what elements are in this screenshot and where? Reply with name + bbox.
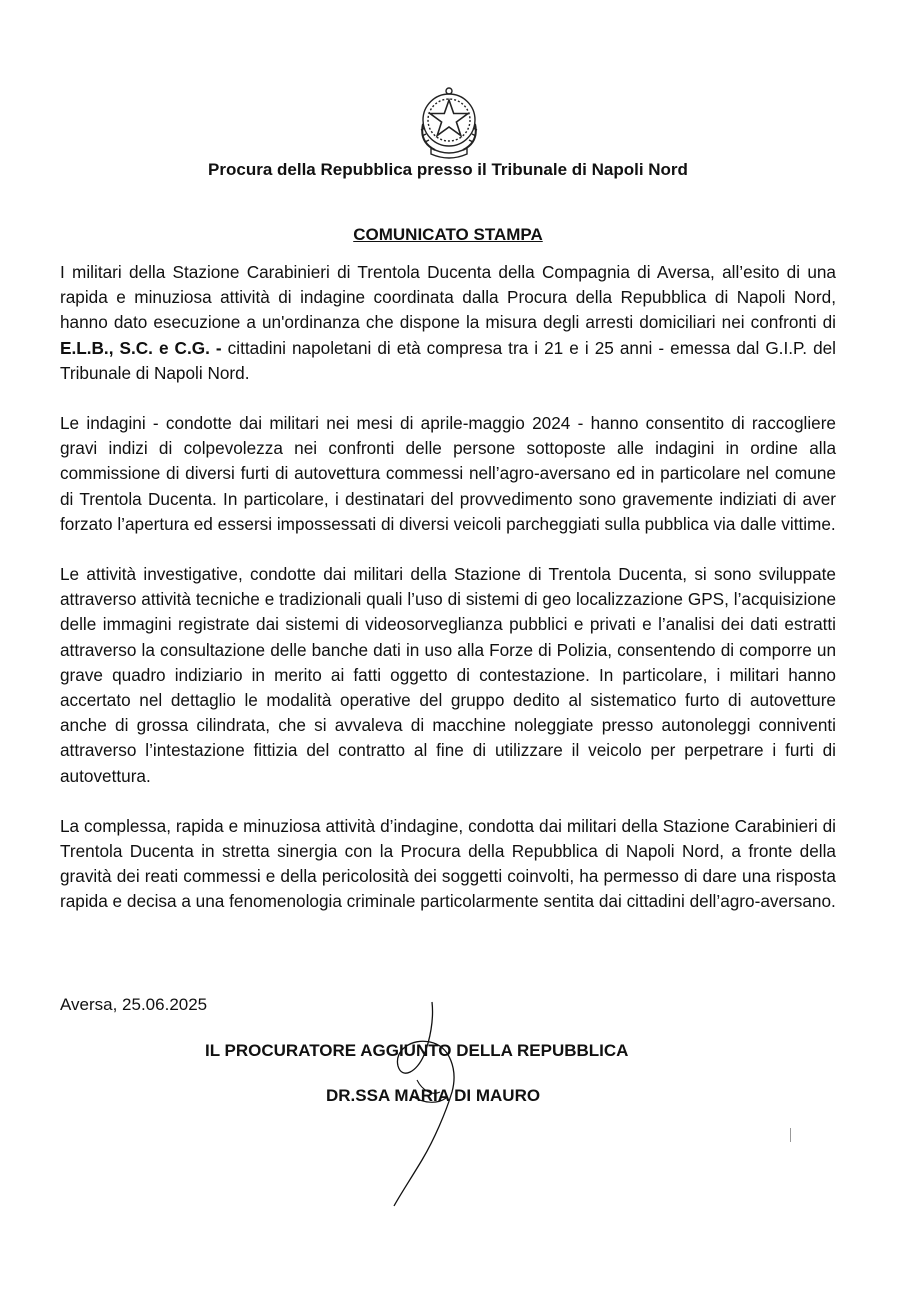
document-title: COMUNICATO STAMPA (353, 225, 543, 244)
paragraph-1-text-b: cittadini napoletani di età compresa tra i 21 e i 25 anni - emessa dal G.I.P. del Tribunale di Napoli Nord. (60, 337, 836, 383)
office-heading: Procura della Repubblica presso il Tribunale di Napoli Nord (208, 160, 688, 179)
document-body (60, 260, 836, 940)
suspects-initials: E.L.B., S.C. e C.G. - (60, 337, 222, 358)
paragraph-2: Le indagini - condotte dai militari nei mesi di aprile-maggio 2024 - hanno consentito di raccogliere gravi indizi di colpevolezza nei confronti delle persone sottoposte alle indagini in ordine alla commissione di diversi furti di autovettura commessi nell’agro-aversano ed in particolare nel comune di Trentola Ducenta. In particolare, i destinatari del provvedimento sono gravemente indiziati di aver forzato l’apertura ed essersi impossessati di diversi veicoli parcheggiati sulla pubblica via dalle vittime. (60, 413, 836, 534)
margin-mark (790, 1128, 791, 1142)
paragraph-4: La complessa, rapida e minuziosa attività d’indagine, condotta dai militari della Stazione Carabinieri di Trentola Ducenta in stretta sinergia con la Procura della Repubblica di Napoli Nord, a fronte della gravità dei reati commessi e della pericolosità dei soggetti coinvolti, ha permesso di dare una risposta rapida e decisa a una fenomenologia criminale particolarmente sentita dai cittadini dell’agro-aversano. (60, 815, 836, 912)
signatory-role: IL PROCURATORE AGGIUNTO DELLA REPUBBLICA (205, 1041, 629, 1060)
paragraph-3: Le attività investigative, condotte dai militari della Stazione di Trentola Ducenta, si sono sviluppate attraverso attività tecniche e tradizionali quali l’uso di sistemi di geo localizzazione GPS, l’acquisizione delle immagini registrate dai sistemi di videosorveglianza pubblici e privati e l’analisi dei dati estratti attraverso la consultazione delle banche dati in uso alla Forze di Polizia, consentendo di comporre un grave quadro indiziario in merito ai fatti oggetto di contestazione. In particolare, i militari hanno accertato nel dettaglio le modalità operative del gruppo dedito al sistematico furto di autovetture anche di grossa cilindrata, che si avvaleva di macchine noleggiate presso autonoleggi conniventi attraverso l’intestazione fittizia del contratto al fine di utilizzare il veicolo per perpetrare i furti di autovettura. (60, 564, 836, 786)
handwritten-signature (372, 1000, 482, 1210)
signatory-name: DR.SSA MARIA DI MAURO (326, 1086, 541, 1105)
place-date: Aversa, 25.06.2025 (60, 995, 208, 1014)
italian-republic-emblem-icon (409, 84, 489, 164)
paragraph-1-text-a: I militari della Stazione Carabinieri di Trentola Ducenta della Compagnia di Aversa, all’esito di una rapida e minuziosa attività di indagine coordinata dalla Procura della Repubblica di Napoli Nord, hanno dato esecuzione a un'ordinanza che dispone la misura degli arresti domiciliari nei confronti di (60, 262, 836, 333)
paragraph-1 (60, 260, 836, 386)
